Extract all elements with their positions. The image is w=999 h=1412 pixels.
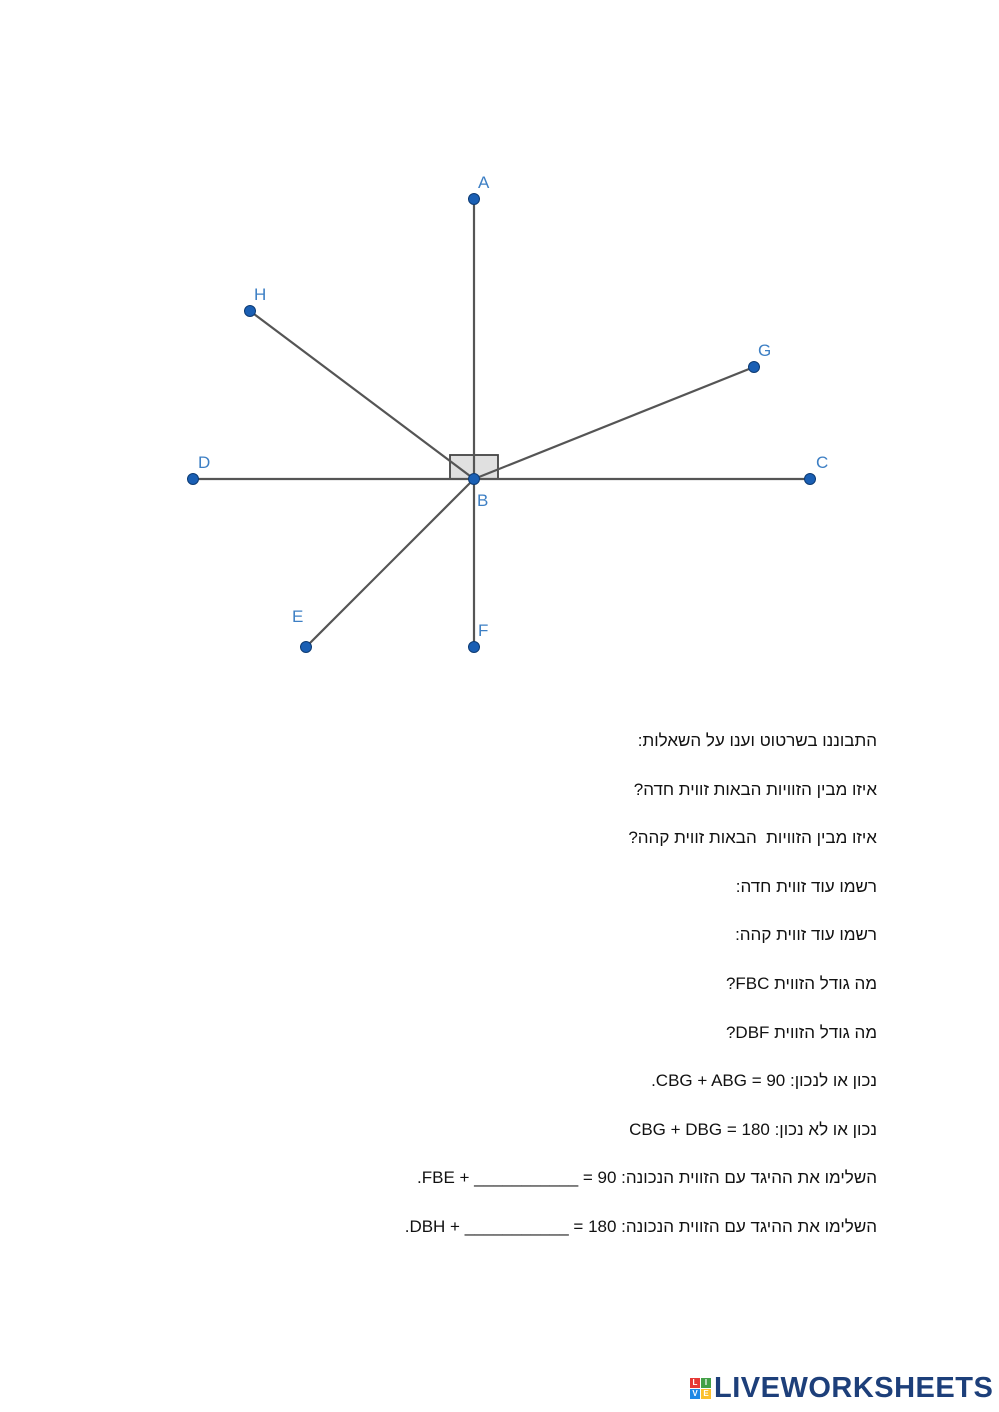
question-true-false-2: נכון או לא נכון: CBG + DBG = 180 [629, 1119, 877, 1139]
label-d: D [198, 453, 211, 472]
question-dbf-size: מה גודל הזווית DBF? [725, 1022, 877, 1042]
question-complete-90: השלימו את ההיגד עם הזווית הנכונה: FBE + ___________ = 90. [416, 1168, 877, 1188]
label-e: E [292, 607, 304, 626]
label-b: B [477, 491, 489, 510]
segment-bh [250, 311, 474, 479]
label-g: G [758, 341, 772, 360]
question-another-obtuse: רשמו עוד זווית קהה: [735, 925, 877, 945]
questions-list [117, 731, 877, 1266]
label-c: C [816, 453, 829, 472]
label-f: F [478, 621, 489, 640]
liveworksheets-logo [690, 1372, 993, 1404]
logo-text: LIVEWORKSHEETS [714, 1371, 994, 1404]
point-g [749, 362, 760, 373]
point-e [301, 642, 312, 653]
question-obtuse-angle: איזו מבין הזוויות הבאות זווית קהה? [628, 828, 877, 848]
point-b [469, 474, 480, 485]
question-complete-180: השלימו את ההיגד עם הזווית הנכונה: DBH + ___________ = 180. [404, 1216, 877, 1236]
label-a: A [478, 173, 490, 192]
geometry-diagram [0, 0, 999, 700]
point-a [469, 194, 480, 205]
question-intro: התבוננו בשרטוט וענו על השאלות: [637, 731, 877, 750]
point-d [188, 474, 199, 485]
segment-bg [474, 367, 754, 479]
point-f [469, 642, 480, 653]
segment-be [306, 479, 474, 647]
point-h [245, 306, 256, 317]
logo-blocks-icon: L I V E [690, 1378, 711, 1399]
label-h: H [254, 285, 267, 304]
question-acute-angle: איזו מבין הזוויות הבאות זווית חדה? [633, 779, 877, 799]
question-another-acute: רשמו עוד זווית חדה: [735, 876, 877, 896]
point-c [805, 474, 816, 485]
question-fbc-size: מה גודל הזווית FBC? [725, 973, 877, 993]
question-true-false-1: נכון או לנכון: CBG + ABG = 90. [651, 1071, 877, 1091]
